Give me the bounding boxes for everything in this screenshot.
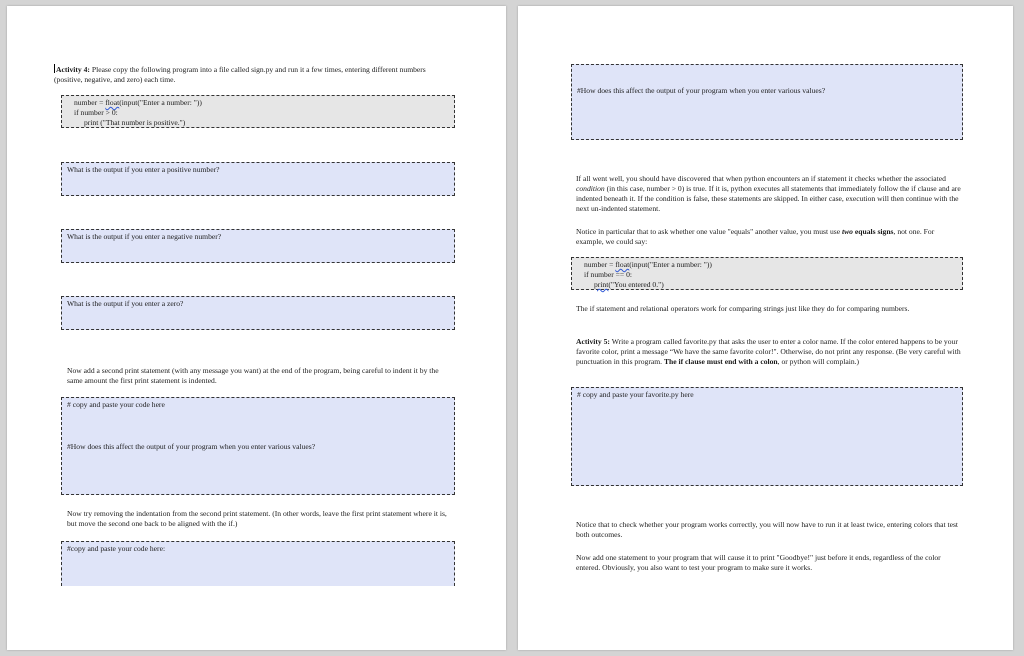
- answer-box-remove-indent[interactable]: [61, 541, 455, 586]
- if-explanation: If all went well, you should have discovered that when python encounters an if statement it checks whether the associated condition (in this case, number > 0) is true. If it is, python executes all statements that immediately follow the if clause and are indented beneath it. If the condition is false, these statements are skipped. In either case, execution will then continue with the next un-indented statement.: [576, 174, 961, 213]
- answer-box-positive[interactable]: [61, 162, 455, 196]
- code-line-3: print ("That number is positive."): [84, 118, 186, 127]
- activity5-heading: Activity 5:: [576, 337, 610, 346]
- goodbye-note: Now add one statement to your program that will cause it to print "Goodbye!" just before it ends, regardless of the color entered. Obviously, you also want to test your program to make sure it works.: [576, 553, 941, 572]
- affect-prompt-right: #How does this affect the output of your program when you enter various values?: [577, 86, 826, 95]
- activity4-paragraph: [54, 64, 444, 85]
- remove-indent-instruction: Now try removing the indentation from the second print statement. (In other words, leave the first print statement where it is, but move the second one back to be aligned with the if.): [67, 509, 447, 528]
- answer-box-favorite[interactable]: [571, 387, 963, 486]
- answer-box-zero[interactable]: [61, 296, 455, 330]
- activity4-intro: Please copy the following program into a file called sign.py and run it a few times, entering different numbers (positive, negative, and zero) each time.: [54, 65, 426, 84]
- code-block-equals[interactable]: [571, 257, 963, 290]
- answer-box-negative[interactable]: [61, 229, 455, 263]
- document-page-right: [518, 6, 1013, 650]
- code2-line-3: print("You entered 0."): [594, 280, 664, 289]
- strings-note: The if statement and relational operators work for comparing strings just like they do for comparing numbers.: [576, 304, 910, 313]
- question-positive: What is the output if you enter a positive number?: [67, 165, 220, 174]
- spellcheck-print: print: [594, 280, 609, 289]
- second-print-instruction: Now add a second print statement (with any message you want) at the end of the program, being careful to indent it by the same amount the first print statement is indented.: [67, 366, 439, 385]
- activity4-heading: Activity 4:: [56, 65, 90, 74]
- question-negative: What is the output if you enter a negative number?: [67, 232, 222, 241]
- text-cursor: [54, 64, 55, 73]
- condition-term: condition: [576, 184, 605, 193]
- code-block-sign[interactable]: [61, 95, 455, 128]
- question-zero: What is the output if you enter a zero?: [67, 299, 184, 308]
- code2-line-2: if number == 0:: [584, 270, 633, 279]
- answer-box-affect[interactable]: [571, 64, 963, 140]
- copy-paste-prompt-2: #copy and paste your code here:: [67, 544, 166, 553]
- code2-line-1: number = float(input("Enter a number: ")): [584, 260, 712, 269]
- equals-note: Notice in particular that to ask whether one value "equals" another value, you must use two equals signs, not one. For example, we could say:: [576, 227, 935, 246]
- copy-paste-favorite-prompt: # copy and paste your favorite.py here: [577, 390, 694, 399]
- spellcheck-float: float: [105, 98, 120, 107]
- code-line-2: if number > 0:: [74, 108, 118, 117]
- copy-paste-prompt: # copy and paste your code here: [67, 400, 165, 409]
- spellcheck-float-2: float: [615, 260, 630, 269]
- activity5-paragraph: Activity 5: Write a program called favorite.py that asks the user to enter a color name. If the color entered happens to be your favorite color, print a message “We have the same favorite color!". Otherwise, do not print any response. (Be very careful with punctuation in this program. The if clause must end with a colon, or python will complain.): [576, 337, 961, 366]
- twice-note: Notice that to check whether your program works correctly, you will now have to run it at least twice, entering colors that test both outcomes.: [576, 520, 959, 539]
- code-line-1: number = float(input("Enter a number: ")): [74, 98, 202, 107]
- answer-box-second-print[interactable]: [61, 397, 455, 495]
- document-page-left: [7, 6, 506, 650]
- affect-prompt: #How does this affect the output of your program when you enter various values?: [67, 442, 316, 451]
